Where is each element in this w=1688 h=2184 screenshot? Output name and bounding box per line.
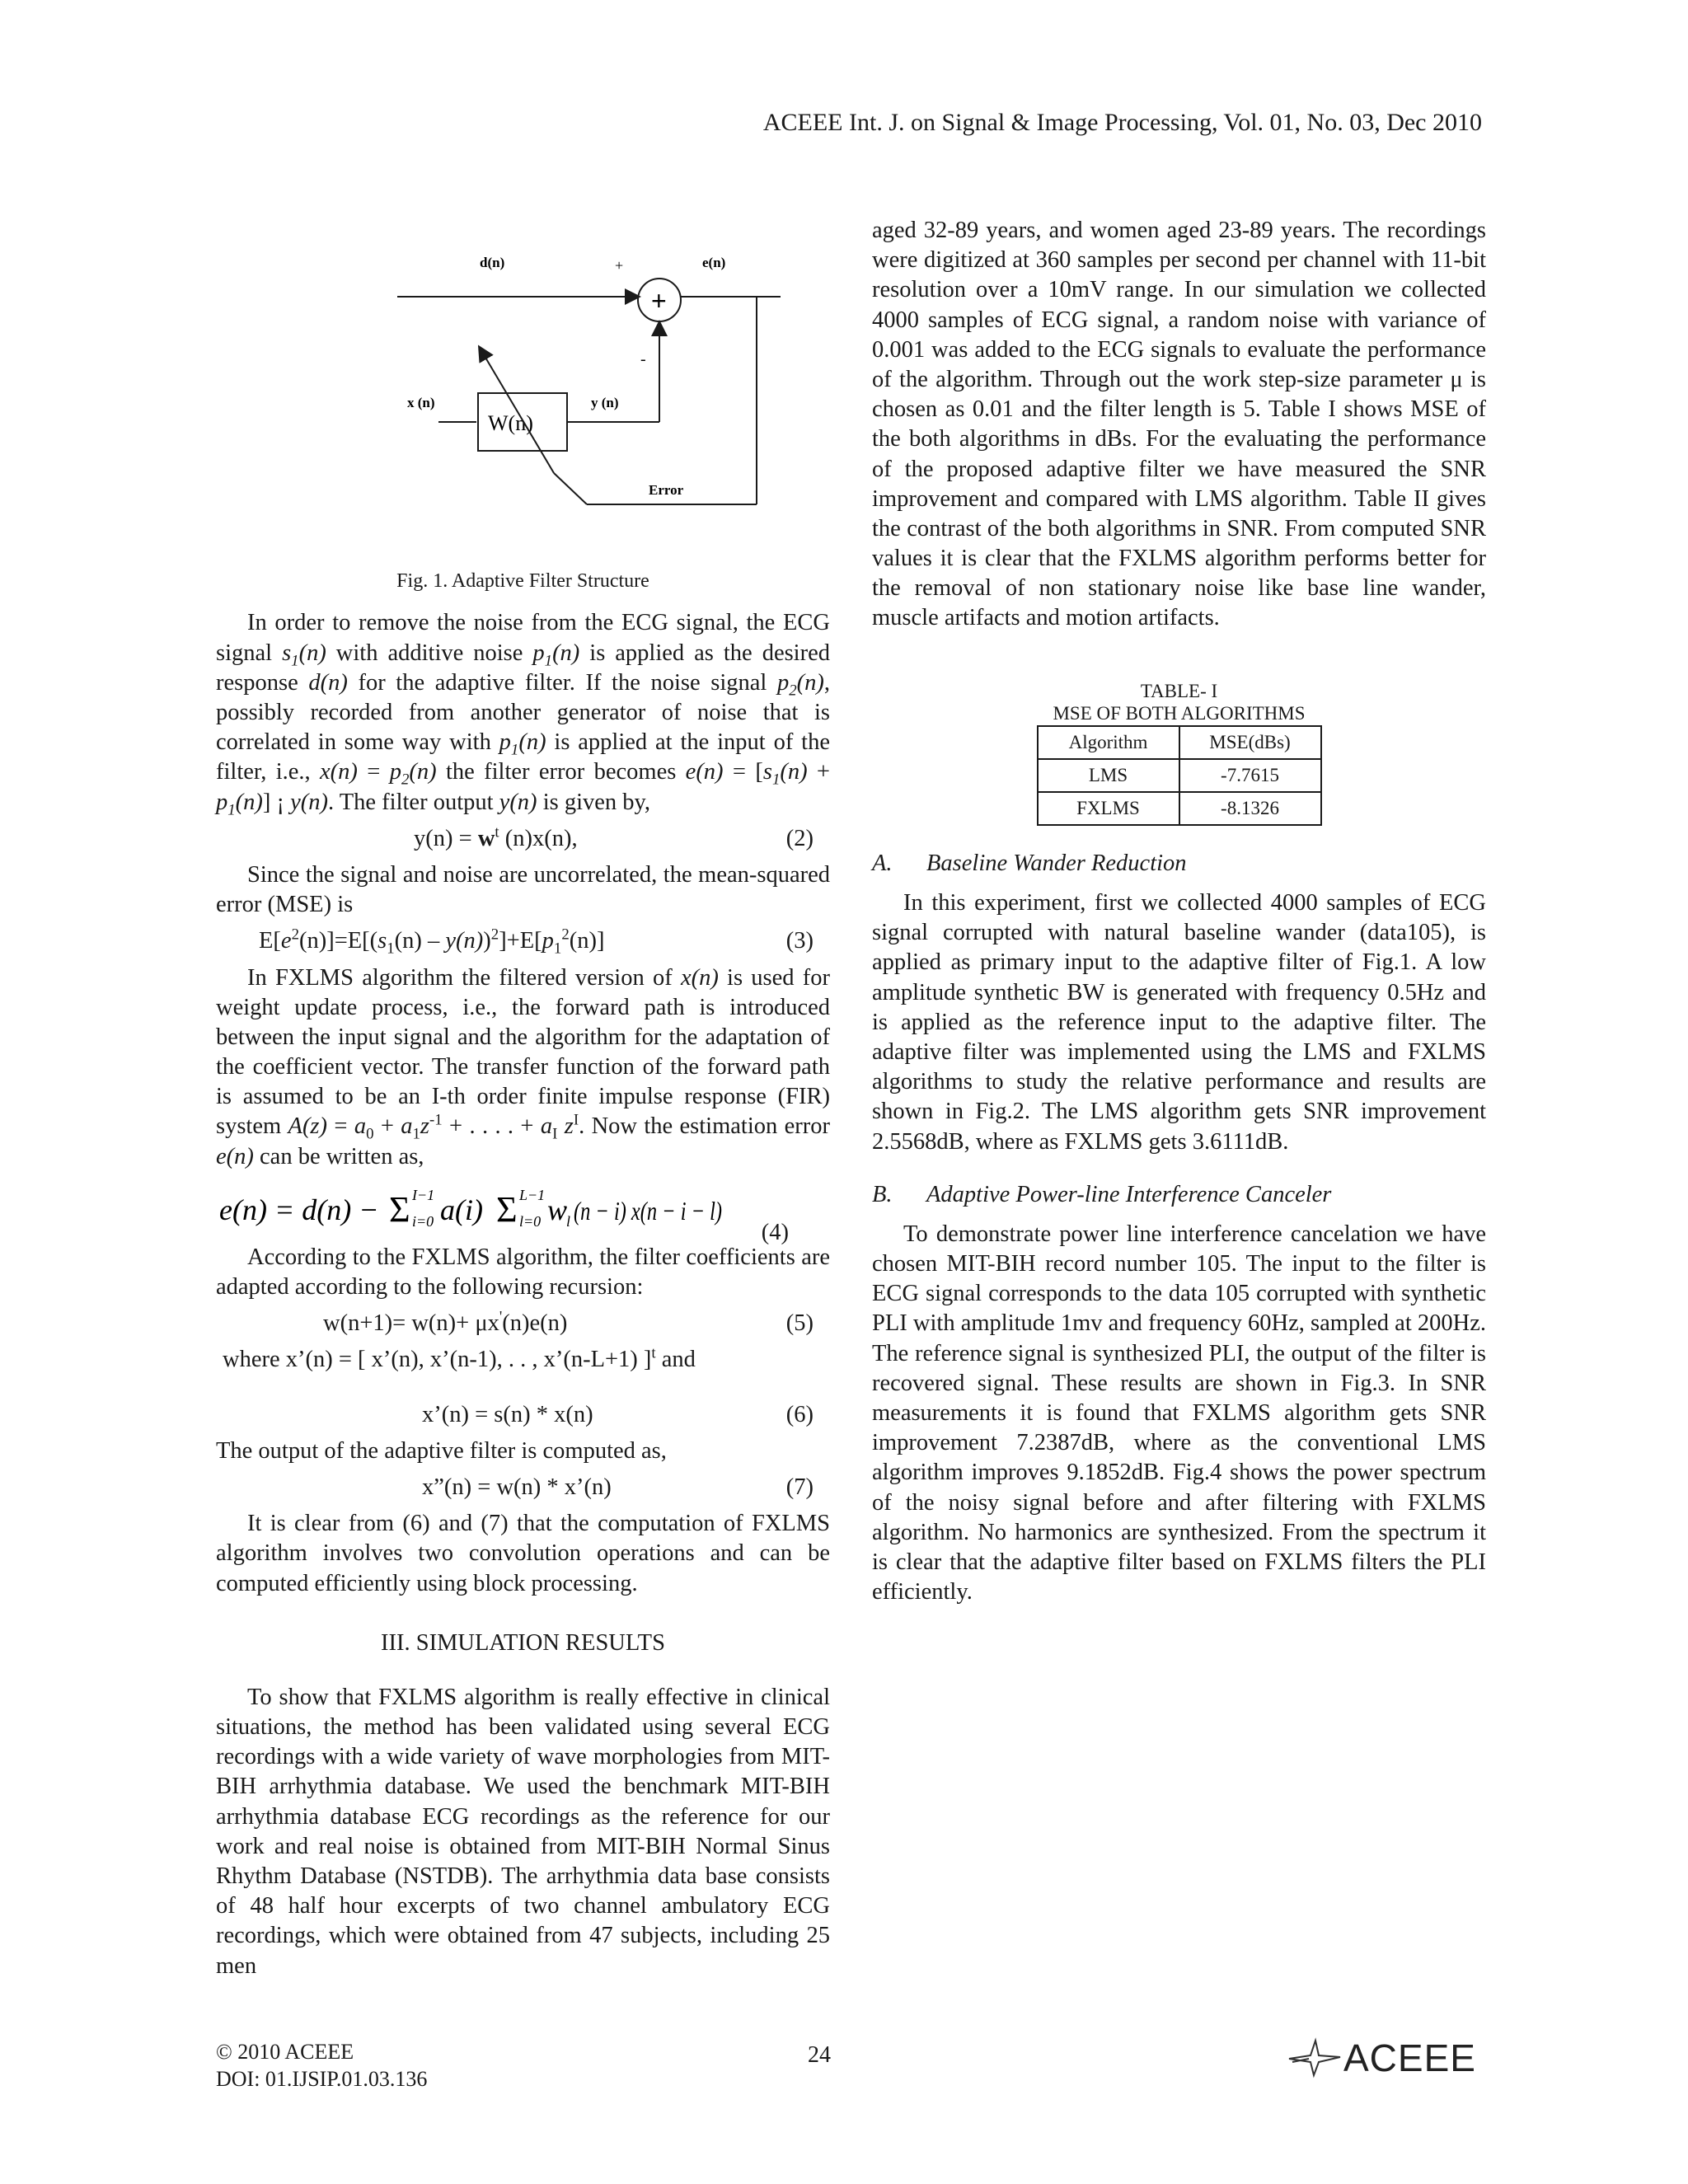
svg-text:Σ: Σ: [389, 1188, 410, 1230]
label-e: e(n): [702, 255, 726, 270]
right-column: [872, 216, 1486, 1607]
adaptive-filter-figure: [216, 216, 830, 562]
equation-5: w(n+1)= w(n)+ μx'(n)e(n) (5): [323, 1308, 814, 1337]
svg-text:i=0: i=0: [412, 1212, 434, 1230]
equation-7: x”(n) = w(n) * x’(n) (7): [422, 1474, 814, 1500]
paragraph-simulation: To show that FXLMS algorithm is really effective in clinical situations, the method has been validated using several ECG recordings with a wide variety of wave morphologies from MIT-BIH arrhythmia database. We used the benchmark MIT-BIH arrhythmia database ECG recordings as the reference for our work and real noise is obtained from MIT-BIH Normal Sinus Rhythm Database (NSTDB). The arrhythmia data base consists of 48 half hour excerpts of two channel ambulatory ECG recordings, which were obtained from 47 subjects, including 25 men: [216, 1684, 830, 1979]
equation-3: $E[e^2(n)]=E[(s_1(n) - y(n))^2]+E[p_1^2(n)]$ (3): [259, 926, 814, 958]
svg-text:L−1: L−1: [519, 1186, 546, 1203]
label-minus: -: [640, 350, 646, 368]
label-y: y (n): [591, 395, 619, 410]
adaptation-arrow: [480, 348, 554, 473]
svg-text:e(n) = d(n) −: e(n) = d(n) −: [219, 1193, 379, 1226]
equation-2: $y(n) = w^t$ (n)x(n), (2): [414, 823, 814, 851]
svg-text:a(i): a(i): [440, 1193, 483, 1226]
copyright: © 2010 ACEEE: [216, 2040, 354, 2064]
adaptive-filter-diagram: [216, 216, 830, 562]
section-title: III. SIMULATION RESULTS: [381, 1629, 665, 1656]
paragraph-noise-removal: In order to remove the noise from the ECG signal, the ECG signal $s_1(n)$ with additive noise $p_1(n)$ is applied as the desired response d(n) for the adaptive filter. If the noise signal $p_2(n)$, possibly recorded from another generator of noise that is correlated in some way with $p_1(n)$ is applied at the input of the filter, i.e., $x(n) = p_2(n)$ the filter error becomes $e(n) = [s_1(n) + p_1(n)]$ ¡ y(n). The filter output y(n) is given by,: [216, 610, 831, 819]
paragraph-power-line: To demonstrate power line interference cancelation we have chosen MIT-BIH record number 105. The input to the filter is ECG signal corresponds to the data 105 corrupted with synthetic PLI with amplitude 1mv and frequency 60Hz, sampled at 200Hz. The reference signal is synthesized PLI, the output of the filter is recovered signal. These results are shown in Fig.3. In SNR measurements it is found that FXLMS algorithm gets SNR improvement 7.2387dB, where as the conventional LMS algorithm improves 9.1852dB. Fig.4 shows the power spectrum of the noisy signal before and after filtering with FXLMS algorithm. No harmonics are synthesized. From the spectrum it is clear that the adaptive filter based on FXLMS filters the PLI efficiently.: [872, 1221, 1486, 1605]
paragraph-recordings: aged 32-89 years, and women aged 23-89 years. The recordings were digitized at 360 samples per second per channel with 11-bit resolution over a 10mV range. In our simulation we collected 4000 samples of ECG signal, a random noise with variance of 0.001 was added to the ECG signals to evaluate the performance of the algorithm. Through out the work step-size parameter μ is chosen as 0.01 and the filter length is 5. Table I shows MSE of the both algorithms in dBs. For the evaluating the performance of the proposed adaptive filter we have measured the SNR improvement and compared with LMS algorithm. Table II gives the contrast of the both algorithms in SNR. From computed SNR values it is clear that the FXLMS algorithm performs better for the removal of non stationary noise like base line wander, muscle artifacts and motion artifacts.: [872, 218, 1486, 631]
table-header-row: [1038, 726, 1321, 759]
doi: DOI: 01.IJSIP.01.03.136: [216, 2066, 428, 2091]
paragraph-convolution: It is clear from (6) and (7) that the computation of FXLMS algorithm involves two convolution operations and can be computed efficiently using block processing.: [216, 1511, 830, 1596]
adder-symbol: +: [651, 286, 667, 316]
paragraph-recursion: According to the FXLMS algorithm, the filter coefficients are adapted according to the following recursion:: [216, 1244, 830, 1301]
subsection-b-heading: B. Adaptive Power-line Interference Canceler: [872, 1181, 1332, 1207]
label-x: x (n): [407, 395, 435, 410]
equation-6: x’(n) = s(n) * x(n) (6): [422, 1401, 814, 1427]
table-row: [1038, 792, 1321, 825]
table-cell: FXLMS: [1038, 792, 1179, 825]
filter-label: W(n): [488, 411, 533, 435]
svg-text:Σ: Σ: [496, 1188, 518, 1230]
running-header: ACEEE Int. J. on Signal & Image Processing, Vol. 01, No. 03, Dec 2010: [762, 109, 1482, 136]
left-column: [216, 216, 830, 1981]
table-row: [1038, 759, 1321, 792]
table-caption: MSE OF BOTH ALGORITHMS: [1053, 703, 1306, 724]
table-cell: LMS: [1038, 759, 1179, 792]
footer-left: [216, 2039, 427, 2093]
table-title: [872, 680, 1486, 725]
svg-text:l: l: [566, 1212, 571, 1230]
paragraph-fxlms: In FXLMS algorithm the filtered version of x(n) is used for weight update process, i.e., the forward path is introduced between the input signal and the algorithm for the adaptation of the coefficient vector. The transfer function of the forward path is assumed to be an I-th order finite impulse response (FIR) system $A(z) = a_0 + a_1z^{-1}$ + . . . . + $a_I$ $z^I$. Now the estimation error e(n) can be written as,: [216, 964, 830, 1169]
svg-text:(n − i) x(n − i − l): (n − i) x(n − i − l): [574, 1195, 722, 1226]
table-header: MSE(dBs): [1179, 726, 1321, 759]
paragraph-output: The output of the adaptive filter is computed as,: [216, 1437, 667, 1464]
logo-star-icon: [1286, 2037, 1343, 2079]
paragraph-baseline-wander: In this experiment, first we collected 4000 samples of ECG signal corrupted with natural baseline wander (data105), is applied as primary input to the adaptive filter of Fig.1. A low amplitude synthetic BW is generated with frequency 0.5Hz and is applied as the reference input to the adaptive filter. The adaptive filter was implemented using the LMS and FXLMS algorithms to study the relative performance and results are shown in Fig.2. The LMS algorithm gets SNR improvement 2.5568dB, where as FXLMS gets 3.6111dB.: [872, 890, 1486, 1155]
label-error: Error: [649, 482, 684, 498]
svg-text:I−1: I−1: [412, 1186, 435, 1203]
page-number: 24: [808, 2042, 831, 2068]
table-number: TABLE- I: [1140, 680, 1218, 701]
table-cell: -8.1326: [1179, 792, 1321, 825]
paragraph-mse: Since the signal and noise are uncorrelated, the mean-squared error (MSE) is: [216, 861, 830, 918]
svg-text:w: w: [547, 1193, 568, 1226]
svg-text:l=0: l=0: [519, 1212, 542, 1230]
where-clause: where x’(n) = [ x’(n), x’(n-1), . . , x’(n-L+1) ]$^t$ and: [223, 1344, 696, 1373]
figure-caption: Fig. 1. Adaptive Filter Structure: [396, 570, 649, 592]
subsection-a-heading: A. Baseline Wander Reduction: [872, 850, 1187, 876]
aceee-logo: [1286, 2036, 1476, 2080]
label-plus: +: [615, 257, 624, 274]
table-cell: -7.7615: [1179, 759, 1321, 792]
equation-4-formula: [216, 1175, 727, 1235]
error-link: [554, 473, 587, 504]
logo-text: ACEEE: [1343, 2036, 1476, 2079]
table-header: Algorithm: [1038, 726, 1179, 759]
equation-4: e(n) = d(n) − Σ I−1 i=0 a(i) Σ L−1 l=0 w l (n − i) x(n − i − l) (4): [216, 1175, 830, 1243]
mse-table: [1037, 725, 1322, 826]
label-d: d(n): [480, 255, 505, 270]
